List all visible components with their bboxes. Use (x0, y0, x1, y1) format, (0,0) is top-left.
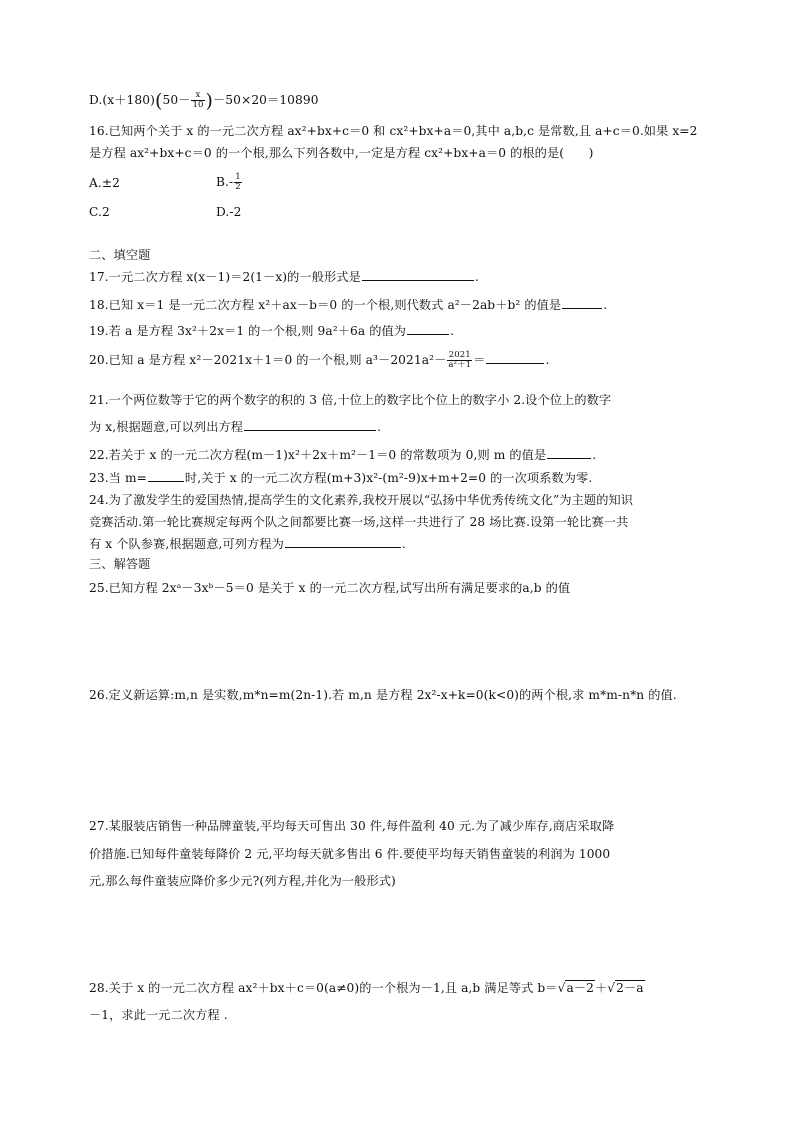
q22-end: . (592, 448, 597, 462)
q17 (89, 268, 479, 285)
q20-frac-den: a²＋1 (448, 360, 472, 370)
q21-text: 为 x,根据题意,可以列出方程 (89, 420, 244, 434)
q22 (89, 446, 596, 463)
q16-b-frac-num: 1 (235, 172, 241, 182)
q25: 25.已知方程 2xᵃ－3xᵇ－5＝0 是关于 x 的一元二次方程,试写出所有满足要求的a,b 的值 (89, 581, 571, 595)
q20 (89, 351, 549, 370)
q24-line2: 竞赛活动.第一轮比赛规定每两个队之间都要比赛一场,这样一共进行了 28 场比赛.设第一轮比赛一共 (89, 515, 629, 529)
q18 (89, 296, 607, 313)
q20-fraction (447, 351, 472, 370)
q28-line1 (89, 979, 645, 996)
q16-line2: 是方程 ax²+bx+c＝0 的一个根,那么下列各数中,一定是方程 cx²+bx+a＝0 的根的是( ) (89, 146, 594, 160)
q28-text: 28.关于 x 的一元二次方程 ax²＋bx＋c＝0(a≠0)的一个根为－1,且 a,b 满足等式 b＝ (89, 981, 558, 995)
q15-d-open-paren: ( (154, 90, 163, 112)
q15-d-frac-den: 10 (192, 100, 204, 110)
q15-d-prefix: D.(x＋180) (89, 93, 155, 107)
q19-end: . (450, 324, 455, 338)
q17-end: . (474, 270, 479, 284)
q28-sqrt-2: √2－a (607, 981, 644, 995)
q22-text: 22.若关于 x 的一元二次方程(m－1)x²＋2x＋m²－1＝0 的常数项为 0,则 m 的值是 (89, 448, 547, 462)
q16-option-b (216, 173, 243, 192)
q21-line2 (89, 418, 381, 435)
q20-end: . (545, 353, 550, 367)
q21-answer-blank[interactable] (244, 429, 376, 431)
q24-end: . (401, 537, 406, 551)
q15-d-inner: 50－ (162, 93, 191, 107)
q15-option-d (89, 90, 319, 112)
q22-answer-blank[interactable] (547, 457, 591, 459)
q17-text: 17.一元二次方程 x(x－1)＝2(1－x)的一般形式是 (89, 270, 361, 284)
q26: 26.定义新运算:m,n 是实数,m*n=m(2n-1).若 m,n 是方程 2x²-x+k=0(k<0)的两个根,求 m*m-n*n 的值. (89, 688, 677, 702)
q23-answer-blank[interactable] (148, 480, 184, 482)
q24-line3 (89, 535, 406, 552)
q28-plus: ＋ (594, 981, 608, 995)
q15-d-close-paren: ) (205, 90, 214, 112)
q20-text: 20.已知 a 是方程 x²－2021x＋1＝0 的一个根,则 a³－2021a²－ (89, 353, 447, 367)
q16-b-frac-den: 2 (235, 181, 241, 192)
q17-answer-blank[interactable] (362, 279, 474, 281)
q19 (89, 322, 454, 339)
q15-d-frac-num: x (191, 91, 204, 101)
q15-d-fraction (191, 91, 204, 110)
q28-line2: －1，求此一元二次方程 . (89, 1008, 228, 1022)
q23 (89, 469, 592, 486)
q16-b-fraction (234, 173, 242, 192)
q16-option-a: A.±2 (89, 176, 121, 190)
q24-line1: 24.为了激发学生的爱国热情,提高学生的文化素养,我校开展以“弘扬中华优秀传统文化”为主题的知识 (89, 493, 634, 507)
section-fill-in-heading: 二、填空题 (89, 248, 151, 262)
q28-sqrt-1: √a－2 (557, 981, 594, 995)
q18-text: 18.已知 x＝1 是一元二次方程 x²＋ax－b＝0 的一个根,则代数式 a²－2ab＋b² 的值是 (89, 298, 562, 312)
q16-b-prefix: B.- (216, 174, 234, 189)
q19-answer-blank[interactable] (407, 333, 449, 335)
q28-radicand-1: a－2 (566, 981, 594, 995)
q21-line1: 21.一个两位数等于它的两个数字的积的 3 倍,十位上的数字比个位上的数字小 2.设个位上的数字 (89, 393, 612, 407)
section-solve-heading: 三、解答题 (89, 557, 151, 571)
q27-line2: 价措施.已知每件童装每降价 2 元,平均每天就多售出 6 件.要使平均每天销售童装的利润为 1000 (89, 847, 611, 861)
q24-answer-blank[interactable] (285, 546, 401, 548)
q23-prefix: 23.当 m= (89, 471, 147, 485)
q16-line1: 16.已知两个关于 x 的一元二次方程 ax²+bx+c＝0 和 cx²+bx+a＝0,其中 a,b,c 是常数,且 a+c＝0.如果 x=2 (89, 124, 698, 138)
q18-answer-blank[interactable] (562, 307, 602, 309)
q20-frac-num: 2021 (448, 350, 471, 361)
q20-equals: ＝ (473, 353, 486, 367)
q24-text: 有 x 个队参赛,根据题意,可列方程为 (89, 537, 284, 551)
q23-suffix: 时,关于 x 的一元二次方程(m+3)x²-(m²-9)x+m+2=0 的一次项系数为零. (184, 471, 593, 485)
q19-text: 19.若 a 是方程 3x²＋2x＝1 的一个根,则 9a²＋6a 的值为 (89, 324, 407, 338)
q16-option-d: D.-2 (216, 205, 242, 219)
q27-line3: 元,那么每件童装应降价多少元?(列方程,并化为一般形式) (89, 874, 396, 888)
q20-answer-blank[interactable] (486, 362, 544, 364)
q27-line1: 27.某服装店销售一种品牌童装,平均每天可售出 30 件,每件盈利 40 元.为了减少库存,商店采取降 (89, 819, 615, 833)
q15-d-suffix: －50×20＝10890 (213, 93, 319, 107)
q21-end: . (377, 420, 382, 434)
q28-radicand-2: 2－a (616, 981, 644, 995)
q18-end: . (603, 298, 608, 312)
q16-option-c: C.2 (89, 205, 110, 219)
